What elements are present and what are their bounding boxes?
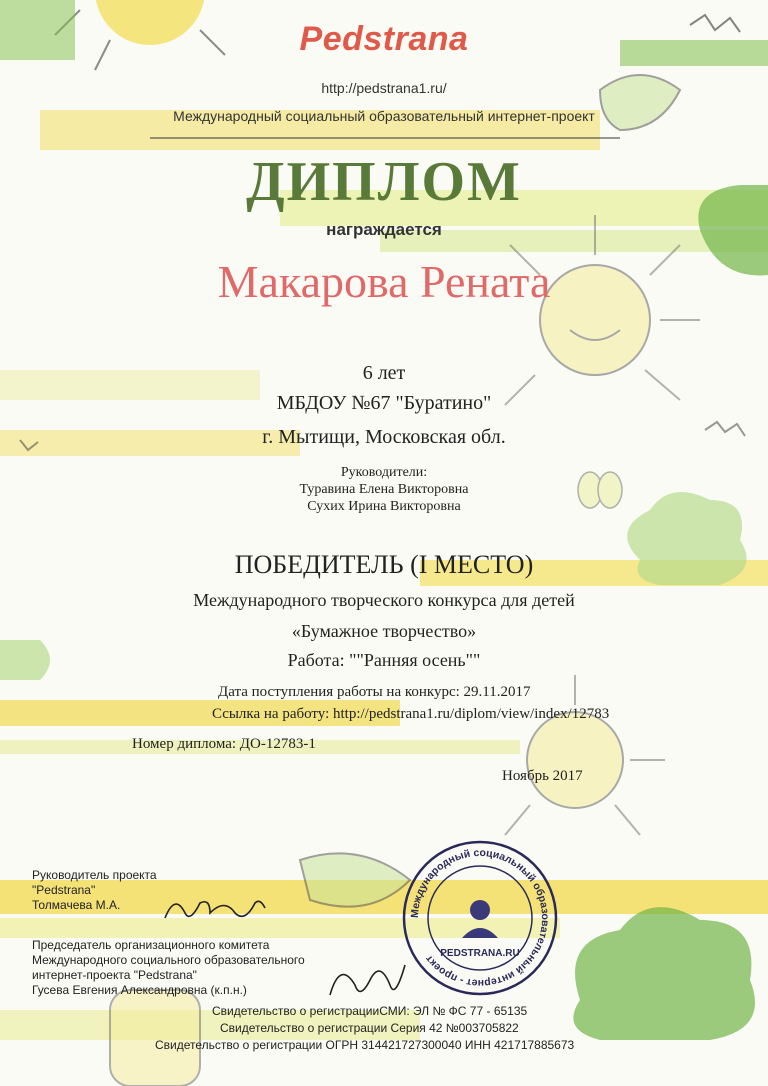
- recipient-age: 6 лет: [362, 362, 406, 384]
- head-line-3: Толмачева М.А.: [32, 898, 121, 912]
- header-url: http://pedstrana1.ru/: [321, 80, 447, 96]
- chair-line-4: Гусева Евгения Александровна (к.п.н.): [32, 983, 247, 997]
- work-link: Ссылка на работу: http://pedstrana1.ru/diplom/view/index/12783: [212, 706, 610, 722]
- work-title: Работа: ""Ранняя осень"": [287, 650, 481, 670]
- awarded-label: награждается: [326, 220, 442, 239]
- committee-chair-block: [32, 938, 305, 998]
- chair-line-2: Международного социального образовательного: [32, 953, 305, 967]
- city: г. Мытищи, Московская обл.: [262, 426, 506, 448]
- issue-date: Ноябрь 2017: [502, 768, 583, 784]
- supervisor-1: Туравина Елена Викторовна: [299, 482, 469, 497]
- project-description: Международный социальный образовательный интернет-проект: [173, 108, 595, 124]
- footer-line-2: Свидетельство о регистрации Серия 42 №003705822: [220, 1021, 519, 1035]
- logo-text: Pedstrana: [299, 20, 469, 58]
- place-award: ПОБЕДИТЕЛЬ (I МЕСТО): [234, 550, 534, 579]
- logo: [0, 20, 768, 59]
- diploma-number: Номер диплома: ДО-12783-1: [132, 736, 316, 752]
- contest-name: «Бумажное творчество»: [291, 621, 477, 641]
- date-received: Дата поступления работы на конкурс: 29.11.2017: [218, 684, 531, 700]
- chair-line-3: интернет-проекта "Pedstrana": [32, 968, 197, 982]
- head-line-2: "Pedstrana": [32, 883, 96, 897]
- project-head-block: [32, 868, 157, 913]
- signature-head: [160, 888, 270, 928]
- chair-line-1: Председатель организационного комитета: [32, 938, 270, 952]
- diploma-title: ДИПЛОМ: [246, 151, 522, 213]
- supervisor-2: Сухих Ирина Викторовна: [307, 499, 461, 514]
- signature-chair: [320, 950, 410, 1010]
- recipient-name: Макарова Рената: [217, 256, 551, 307]
- footer-line-1: Свидетельство о регистрацииСМИ: ЭЛ № ФС 77 - 65135: [212, 1004, 528, 1018]
- organization-seal: [400, 838, 560, 998]
- institution: МБДОУ №67 "Буратино": [276, 392, 492, 414]
- head-line-1: Руководитель проекта: [32, 868, 157, 882]
- seal-ring-text: Международный социальный образовательный интернет - проект: [408, 846, 552, 990]
- contest-line: Международного творческого конкурса для детей: [193, 590, 575, 610]
- footer-line-3: Свидетельство о регистрации ОГРН 314421727300040 ИНН 421717885673: [155, 1038, 575, 1052]
- seal-center-text: PEDSTRANA.RU: [440, 948, 520, 959]
- supervisors-label: Руководители:: [340, 465, 428, 480]
